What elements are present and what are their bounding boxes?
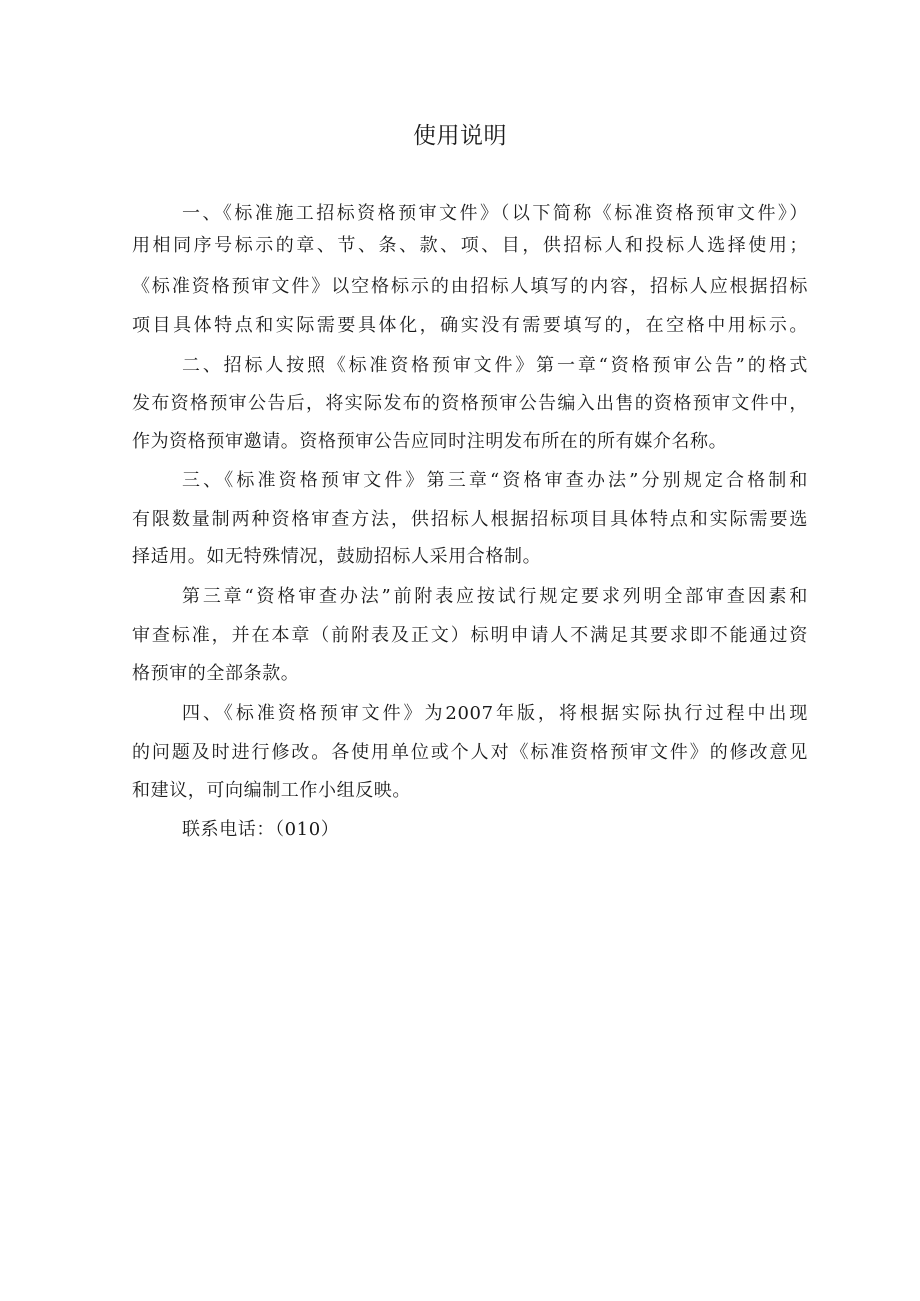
paragraph-1-line-1: 一、《标准施工招标资格预审文件》（以下简称《标准资格预审文件》） [182, 203, 808, 224]
paragraph-2-line-3: 作为资格预审邀请。资格预审公告应同时注明发布所在的所有媒介名称。 [132, 431, 728, 452]
paragraph-1-line-4: 项目具体特点和实际需要具体化，确实没有需要填写的，在空格中用标示。 [132, 315, 808, 336]
paragraph-5-line-1: 四、《标准资格预审文件》为2007年版，将根据实际执行过程中出现 [182, 703, 808, 724]
paragraph-5-line-2: 的问题及时进行修改。各使用单位或个人对《标准资格预审文件》的修改意见 [132, 742, 808, 763]
paragraph-1-line-3: 《标准资格预审文件》以空格标示的由招标人填写的内容，招标人应根据招标 [132, 276, 808, 297]
paragraph-2-line-1: 二、招标人按照《标准资格预审文件》第一章“资格预审公告”的格式 [182, 355, 808, 376]
paragraph-3-line-2: 有限数量制两种资格审查方法，供招标人根据招标项目具体特点和实际需要选 [132, 509, 808, 530]
paragraph-1-line-2: 用相同序号标示的章、节、条、款、项、目，供招标人和投标人选择使用； [132, 235, 808, 256]
paragraph-4-line-2: 审查标准，并在本章（前附表及正文）标明申请人不满足其要求即不能通过资 [132, 625, 808, 646]
paragraph-4-line-1: 第三章“资格审查办法”前附表应按试行规定要求列明全部审查因素和 [182, 586, 808, 607]
document-title: 使用说明 [413, 123, 507, 149]
paragraph-4-line-3: 格预审的全部条款。 [132, 663, 300, 684]
paragraph-3-line-1: 三、《标准资格预审文件》第三章“资格审查办法”分别规定合格制和 [182, 470, 808, 491]
paragraph-3-line-3: 择适用。如无特殊情况，鼓励招标人采用合格制。 [132, 546, 542, 567]
paragraph-2-line-2: 发布资格预审公告后，将实际发布的资格预审公告编入出售的资格预审文件中， [132, 393, 808, 414]
contact-phone: 联系电话：（010） [182, 819, 340, 840]
paragraph-5-line-3: 和建议，可向编制工作小组反映。 [132, 780, 411, 801]
